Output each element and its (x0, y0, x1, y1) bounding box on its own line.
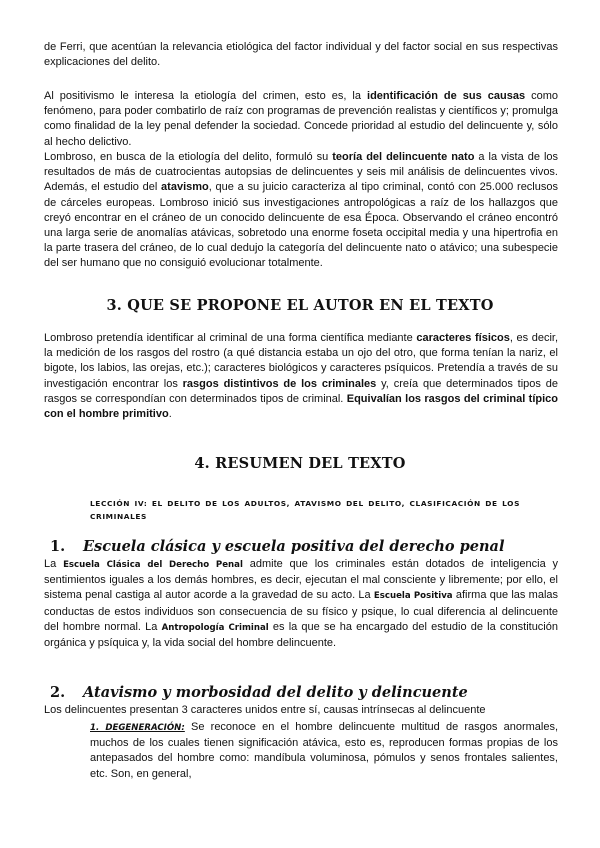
paragraph-ferri (44, 40, 558, 70)
section-1-number: 1. (50, 538, 66, 555)
label-degeneracion: 1. DEGENERACIÓN: (90, 723, 185, 733)
paragraph-propone (44, 331, 558, 422)
term-escuela-positiva: Escuela Positiva (373, 591, 453, 602)
text-run: admite que los criminales están dotados de inteligencia y sentimientos iguales a los demás hombres, es decir, ejecutan el mal consciente y libremente; por ello, el sistema penal castiga al autor acorde a la gravedad de su acto. La (44, 558, 558, 602)
text-run: a la vista de los resultados de más de cuatrocientas autopsias de delincuentes y seis mil análisis de delincuentes vivos. Además, el estudio del (44, 151, 559, 194)
text-run: , es decir, la medición de los rasgos del rostro (a qué distancia estaba un ojo del otro, que forma tenían la nariz, el bigote, los labios, las orejas, etc.); caracteres biológicos y caracteres psíquicos. Pretendía a través de su investigación encontrar los (44, 332, 558, 390)
paragraph-caracteres: Los delincuentes presentan 3 caracteres unidos entre sí, causas intrínsecas al delincuente (44, 704, 486, 716)
section-2-number: 2. (50, 684, 66, 701)
text-run: afirma que las malas conductas de estos individuos son consecuencia de su físico y psique, lo cual diferencia al delincuente del hombre normal. La (44, 589, 558, 633)
paragraph-escuelas (44, 557, 558, 651)
paragraph-positivismo (44, 89, 558, 150)
text-run: como fenómeno, para poder combatirlo de raíz con programas de prevención realistas y científicos y; promulga como finalidad de la ley penal defender la sociedad. Concede prioridad al estudio del delincuente y, sólo al hecho delictivo. (44, 90, 558, 148)
bold-atavismo: atavismo (161, 181, 209, 194)
bold-caracteres-fisicos: caracteres físicos (416, 332, 510, 344)
list-item-degeneracion (90, 720, 558, 782)
text-run: Al positivismo le interesa la etiología del crimen, esto es, la (44, 90, 368, 102)
section-1-title: Escuela clásica y escuela positiva del derecho penal (83, 538, 505, 555)
text-run: y, creía que determinados tipos de rasgos se correspondían con determinados tipos de criminal. (44, 377, 558, 405)
section-2-title: Atavismo y morbosidad del delito y delincuente (83, 684, 468, 701)
bold-identificacion-causas: identificación de sus causas (367, 90, 526, 102)
term-antropologia-criminal: Antropología Criminal (161, 622, 269, 633)
bold-rasgos-distintivos: rasgos distintivos de los criminales (182, 377, 377, 390)
text-run: Lombroso, en busca de la etiología del delito, formuló su (44, 151, 333, 163)
text-run: . (168, 408, 172, 421)
section-1-heading (50, 538, 504, 555)
section-2-heading (50, 684, 468, 701)
term-escuela-clasica: Escuela Clásica del Derecho Penal (63, 560, 243, 570)
text-run: , que a su juicio caracteriza al tipo criminal, contó con 25.000 reclusos de cárceles europeas. Lombroso inició sus investigaciones antropológicas a raíz de los hallazgos que creyó encontrar en el cráneo de un conocido delincuente de esa Época. Observando el cráneo encontró una larga serie de anomalías atávicas, sobretodo una enorme foseta occipital media y una hipertrofia en la parte trasera del cráneo, de lo cual dedujo la categoría del delincuente nato o atávico; una subespecie del ser humano que no consiguió evolucionar totalmente. (44, 181, 558, 270)
paragraph-ferri-text: de Ferri, que acentúan la relevancia etiológica del factor individual y del factor social en sus respectivas explicaciones del delito. (44, 41, 558, 69)
paragraph-lombroso (44, 150, 558, 272)
bold-teoria-delincuente-nato: teoría del delincuente nato (332, 151, 475, 163)
text-run: Lombroso pretendía identificar al criminal de una forma científica mediante (44, 332, 417, 344)
bold-equivalian: Equivalían los rasgos del criminal típico con el hombre primitivo (44, 392, 559, 421)
leccion-title: LECCIÓN IV: EL DELITO DE LOS ADULTOS, ATAVISMO DEL DELITO, CLASIFICACIÓN DE LOS CRIMINALES (90, 499, 520, 521)
heading-que-se-propone: 3. QUE SE PROPONE EL AUTOR EN EL TEXTO (106, 297, 494, 314)
heading-resumen: 4. RESUMEN DEL TEXTO (194, 455, 406, 472)
text-run: La (44, 558, 64, 570)
text-run: es la que se ha encargado del estudio de la constitución orgánica y psíquica y, la vida social del hombre delincuente. (44, 620, 558, 650)
text-run: Se reconoce en el hombre delincuente multitud de rasgos anormales, muchos de los cuales tienen significación atávica, esto es, reproducen formas propias de los antepasados del hombre como: mandíbula voluminosa, pómulos y senos frontales salientes, etc. Son, en general, (90, 721, 559, 780)
